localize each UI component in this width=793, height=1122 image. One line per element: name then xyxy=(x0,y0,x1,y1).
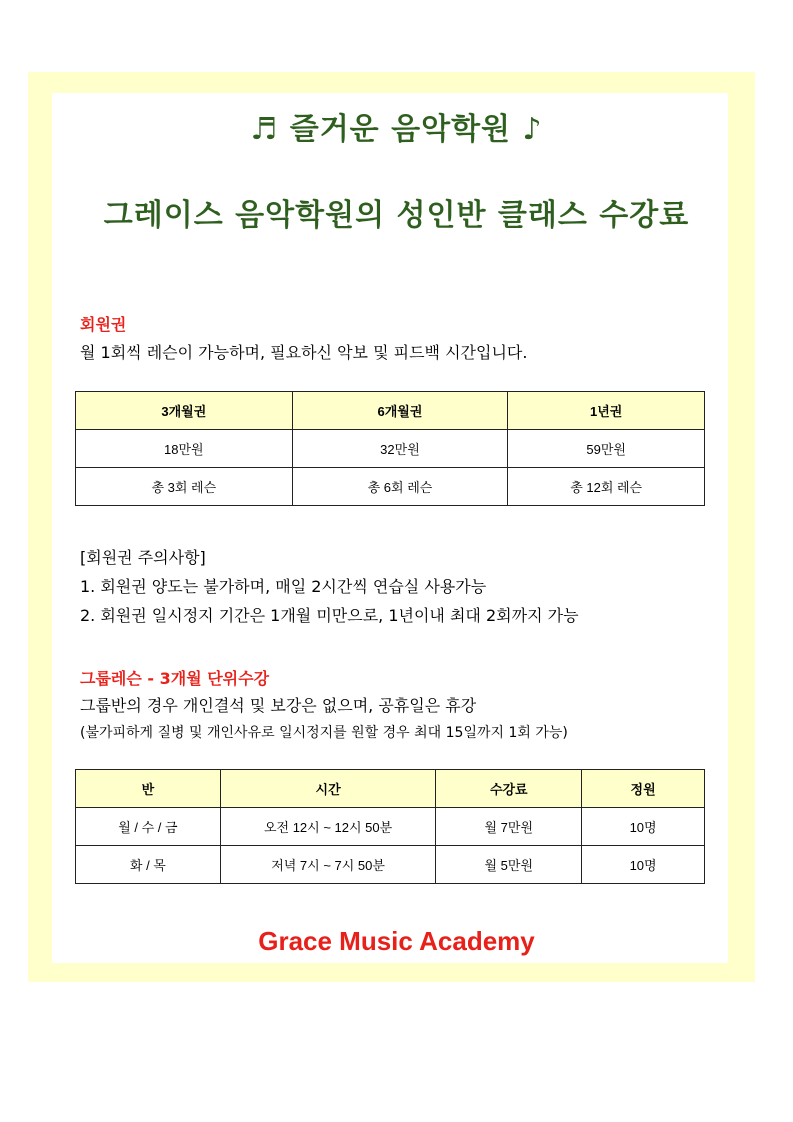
lessons-cell: 총 3회 레슨 xyxy=(76,468,293,506)
music-note-icon-right: ♪ xyxy=(522,112,543,147)
price-cell: 18만원 xyxy=(76,430,293,468)
footer-brand: Grace Music Academy xyxy=(258,926,535,956)
lessons-cell: 총 12회 레슨 xyxy=(508,468,705,506)
membership-table xyxy=(75,391,705,506)
academy-title xyxy=(0,104,793,148)
table-header-cell: 반 xyxy=(76,770,221,808)
music-note-icon: ♬ xyxy=(250,112,279,147)
notice-heading: [회원권 주의사항] xyxy=(80,548,206,567)
class-capacity-cell: 10명 xyxy=(582,846,705,884)
table-header-cell: 6개월권 xyxy=(292,392,508,430)
table-row xyxy=(76,430,705,468)
table-row xyxy=(76,468,705,506)
academy-name: 즐거운 음악학원 xyxy=(289,112,512,147)
class-days-cell: 화 / 목 xyxy=(76,846,221,884)
class-fee-cell: 월 5만원 xyxy=(436,846,582,884)
table-header-cell: 3개월권 xyxy=(76,392,293,430)
table-header-cell: 정원 xyxy=(582,770,705,808)
class-fee-cell: 월 7만원 xyxy=(436,808,582,846)
class-time-cell: 오전 12시 ~ 12시 50분 xyxy=(220,808,436,846)
group-policy-note: (불가피하게 질병 및 개인사유로 일시정지를 원할 경우 최대 15일까지 1회 가능) xyxy=(80,725,568,741)
price-cell: 59만원 xyxy=(508,430,705,468)
table-header-cell: 수강료 xyxy=(436,770,582,808)
table-row xyxy=(76,846,705,884)
group-table xyxy=(75,769,705,884)
table-row xyxy=(76,808,705,846)
notice-item: 1. 회원권 양도는 불가하며, 매일 2시간씩 연습실 사용가능 xyxy=(80,577,487,596)
class-time-cell: 저녁 7시 ~ 7시 50분 xyxy=(220,846,436,884)
lessons-cell: 총 6회 레슨 xyxy=(292,468,508,506)
table-header-cell: 1년권 xyxy=(508,392,705,430)
price-cell: 32만원 xyxy=(292,430,508,468)
class-capacity-cell: 10명 xyxy=(582,808,705,846)
group-policy: 그룹반의 경우 개인결석 및 보강은 없으며, 공휴일은 휴강 xyxy=(80,696,477,715)
membership-description: 월 1회씩 레슨이 가능하며, 필요하신 악보 및 피드백 시간입니다. xyxy=(80,343,528,362)
table-header-row xyxy=(76,770,705,808)
table-header-row xyxy=(76,392,705,430)
membership-heading: 회원권 xyxy=(80,315,127,334)
class-days-cell: 월 / 수 / 금 xyxy=(76,808,221,846)
group-heading: 그룹레슨 - 3개월 단위수강 xyxy=(80,669,270,688)
table-header-cell: 시간 xyxy=(220,770,436,808)
notice-item: 2. 회원권 일시정지 기간은 1개월 미만으로, 1년이내 최대 2회까지 가능 xyxy=(80,606,579,625)
page-subtitle: 그레이스 음악학원의 성인반 클래스 수강료 xyxy=(103,198,690,233)
